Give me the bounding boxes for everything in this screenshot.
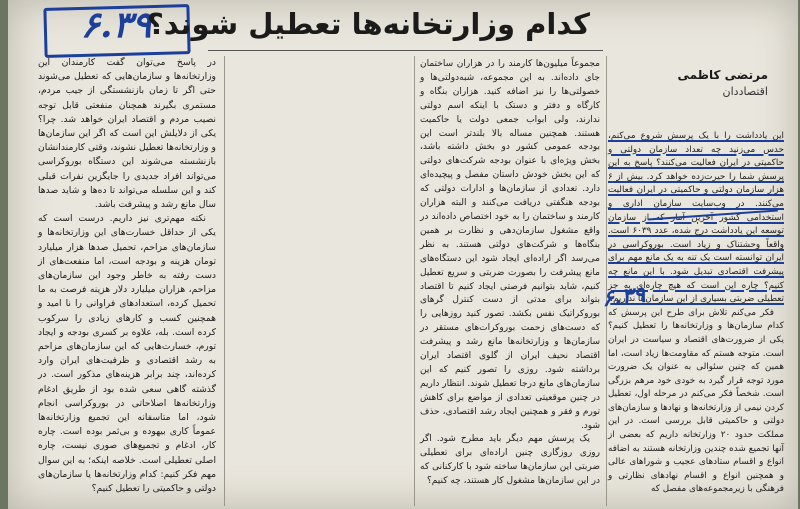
handwritten-margin-note: ۶.۳۹: [600, 281, 647, 313]
column-divider: [414, 56, 415, 506]
paragraph: این یادداشت را با یک پرسش شروع می‌کنم، حدس می‌زنید چه تعداد سازمان دولتی و حاکمیتی در ایران فعالیت می‌کنند؟ پاسخ به این پرسش شما را حیرت‌زده خواهد کرد. بیش از ۶ هزار سازمان دولتی و حاکمیتی در ایران فعالیت می‌کنند. در وب‌سایت سازمان اداری و استخدامی کشور آخرین آمار که از سازمان توسعه این یادداشت درج شده، عدد ۶۰۳۹ است. واقعاً وحشتناک و زیاد است. بوروکراسی در ایران توانسته است یک تنه به یک مانع مهم برای پیشرفت اقتصادی تبدیل شود. با این مانع چه کنیم؟ چاره این است که هیچ چاره‌ای به جز تعطیلی ضربتی بسیاری از این سازمان‌ها نداریم.: [608, 131, 785, 305]
newspaper-clipping: [8, 0, 798, 509]
paragraph: مجموعاً میلیون‌ها کارمند را در هزاران ساختمان جای داده‌اند. به این مجموعه، شبه‌دولتی‌ها و خصولتی‌ها را نیز اضافه کنید. هزاران بنگاه و کارگاه و دفتر و دستک با اینکه اسم دولتی ندارند، ولی ابواب جمعی دولت یا حاکمیت هستند. همچنین مساله بالا بلندتر است این بودجه عمومی کشور دو بخش داشته باشد، بخش ویژه‌ای با عنوان بودجه شرکت‌های دولتی که این بخش خودش داستان مفصل و پیچیده‌ای دارد. تعدادی از سازمان‌ها و ادارات دولتی که بودجه هنگفتی دریافت می‌کنند و البته هزاران کارمند و ساختمان را به خود اختصاص داده‌اند در واقع مشغول سازمان‌دهی و نظارت بر همین بنگاه‌ها و شرکت‌های دولتی هستند. به نظر می‌رسد اگر اراده‌ای ایجاد شود این دستگاه‌های مانع پیشرفت را بصورت ضربتی و سریع تعطیل کنیم، شاید بتوانیم فرصتی ایجاد کنیم تا اقتصاد بتواند برای مدتی از دست کنترل گرهای بوروکراتیک نفس بکشد. تصور کنید روزهایی را که دست‌های زحمت بوروکرات‌های مستقر در سازمان‌ها و وزارتخانه‌ها مانع رشد و پیشرفت اقتصاد نحیف ایران از گلوی اقتصاد ایران برداشته شود. روزی را تصور کنیم که این سازمان‌های مانع درجا تعطیل شوند. انتظار داریم در چنین موقعیتی تعدادی از مواضع برای کاهش تورم و فقر و همچنین ایجاد رشد اقتصادی، حذف شود.: [420, 59, 600, 431]
column-divider: [224, 56, 225, 506]
paragraph: فکر می‌کنم تلاش برای طرح این پرسش که کدام سازمان‌ها و وزارتخانه‌ها را تعطیل کنیم؟ یکی از ضرورت‌های اقتصاد و سیاست در ایران است. متوجه هستم که مقاومت‌ها زیاد است، اما همین که چنین سئوالی به عنوان یک ضرورت مورد توجه قرار گیرد به خودی خود مرهم بزرگی است. شخصاً فکر می‌کنم در مرحله اول، تعطیل کردن نیمی از وزارتخانه‌ها و نهادها و سازمان‌های دولتی و حاکمیتی قابل بررسی است. در این مملکت حدود ۲۰ وزارتخانه داریم که بعضی از آنها تجمیع شده چندین وزارتخانه هستند به اضافه انواع و اقسام ستادهای عجیب و شوراهای عالی و همچنین انواع و اقسام نهادهای نظارتی و فرهنگی با زیرمجموعه‌های مفصل که: [608, 307, 784, 495]
byline: [648, 66, 768, 100]
handwritten-stamp-number: ۶.۳۹: [80, 4, 152, 46]
article-column-1: [608, 130, 784, 497]
article-column-2: [420, 58, 600, 489]
author-name: مرتضی کاظمی: [677, 68, 768, 82]
paragraph: یک پرسش مهم دیگر باید مطرح شود. اگر روزی روزگاری چنین اراده‌ای برای تعطیلی ضربتی این سازمان‌ها ساخته شود با کارکنانی که در این سازمان‌ها مشغول کار هستند، چه کنیم؟: [420, 434, 600, 487]
headline-rule: [208, 50, 603, 51]
paragraph: نکته مهم‌تری نیز داریم. درست است که یکی از حداقل خسارت‌های این وزارتخانه‌ها و سازمان‌های مزاحم، تحمیل صدها هزار میلیارد تومان هزینه و بودجه است، اما منفعت‌های از دست رفته به خاطر وجود این سازمان‌های مزاحم، هزاران میلیارد دلار هزینه فرصت به ما تحمیل کرده، استعدادهای فراوانی را نا امید و همچنین کسب و کارهای زیادی را سرکوب کرده است. بله، علاوه بر کسری بودجه و ایجاد تورم، خسارت‌هایی که این سازمان‌های مزاحم به رشد اقتصادی و ظرفیت‌های ایران وارد کرده‌اند، چند برابر هزینه‌های مذکور است. در گذشته گاهی سعی شده بود از طریق ادغام وزارتخانه‌ها اصلاحاتی در بوروکراسی انجام شود، اما متاسفانه این تجمیع وزارتخانه‌ها عموماً کاری بیهوده و بی‌ثمر بوده است. چاره کار، ادغام و تجمیع‌های صوری نیست، چاره اصلی تعطیلی است. خلاصه اینکه؛ به این سوال مهم فکر کنیم: کدام وزارتخانه‌ها یا سازمان‌های دولتی و حاکمیتی را تعطیل کنیم؟: [38, 213, 216, 495]
paragraph: در پاسخ می‌توان گفت کارمندان این وزارتخانه‌ها و سازمان‌هایی که تعطیل می‌شوند حتی اگر تا زمان بازنشستگی از جیب مردم، مستمری بگیرند همچنان منفعتی قابل توجه نصیب مردم و اقتصاد ایران خواهد شد. چرا؟ یکی از دلایلش این است که اگر این سازمان‌ها و وزارتخانه‌ها تعطیل نشوند، وقتی کارمندانشان بازنشسته می‌شوند این دستگاه بوروکراسی می‌تواند افراد جدیدی را جایگزین نفرات قبلی کند و این سلسله می‌تواند تا ده‌ها و شاید صدها سال مانع رشد و پیشرفت باشد.: [38, 57, 216, 211]
article-headline: کدام وزارتخانه‌ها تعطیل شوند؟: [146, 7, 590, 41]
column-divider: [606, 56, 607, 506]
article-column-3: [38, 56, 216, 496]
author-role: اقتصاددان: [722, 85, 768, 98]
